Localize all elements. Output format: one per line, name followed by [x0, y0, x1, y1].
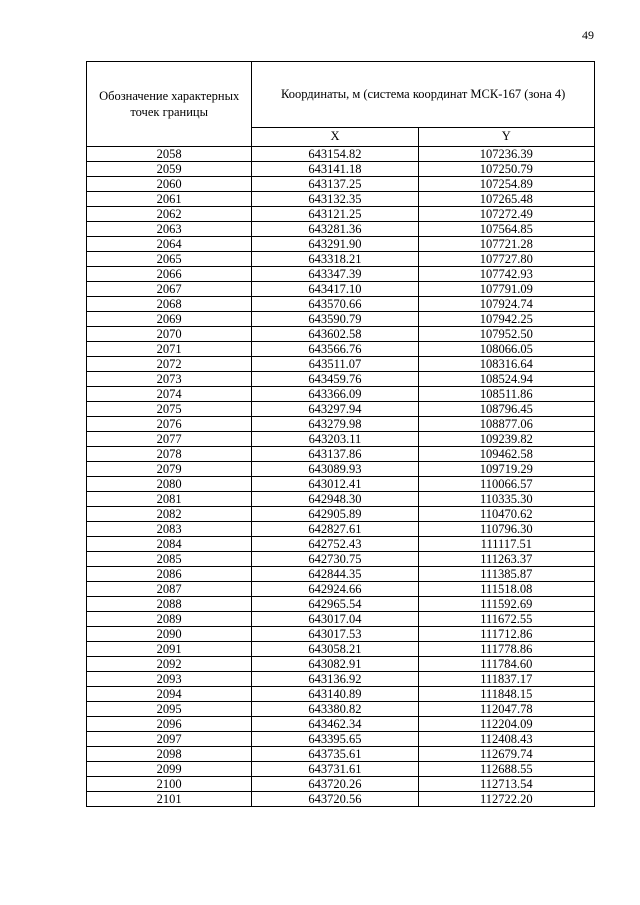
- x-cell: 643012.41: [252, 477, 418, 492]
- point-id-cell: 2101: [87, 792, 252, 807]
- table-row: [87, 717, 595, 732]
- x-cell: 643089.93: [252, 462, 418, 477]
- point-id-cell: 2074: [87, 387, 252, 402]
- table-body: [87, 147, 595, 807]
- x-cell: 643132.35: [252, 192, 418, 207]
- point-id-cell: 2095: [87, 702, 252, 717]
- table-row: [87, 732, 595, 747]
- table-row: [87, 492, 595, 507]
- y-cell: 110066.57: [418, 477, 594, 492]
- y-cell: 110470.62: [418, 507, 594, 522]
- point-id-cell: 2058: [87, 147, 252, 162]
- point-id-cell: 2093: [87, 672, 252, 687]
- y-cell: 107721.28: [418, 237, 594, 252]
- table-row: [87, 207, 595, 222]
- point-id-cell: 2070: [87, 327, 252, 342]
- y-cell: 111848.15: [418, 687, 594, 702]
- point-id-cell: 2073: [87, 372, 252, 387]
- y-cell: 111518.08: [418, 582, 594, 597]
- header-point-label: Обозначение характерных точек границы: [87, 62, 252, 147]
- table-row: [87, 282, 595, 297]
- x-cell: 643566.76: [252, 342, 418, 357]
- table-row: [87, 177, 595, 192]
- x-cell: 643395.65: [252, 732, 418, 747]
- point-id-cell: 2100: [87, 777, 252, 792]
- x-cell: 643297.94: [252, 402, 418, 417]
- table-row: [87, 387, 595, 402]
- point-id-cell: 2062: [87, 207, 252, 222]
- x-cell: 643459.76: [252, 372, 418, 387]
- x-cell: 643590.79: [252, 312, 418, 327]
- x-cell: 643380.82: [252, 702, 418, 717]
- y-cell: 110335.30: [418, 492, 594, 507]
- table-header: [87, 62, 595, 147]
- x-cell: 642905.89: [252, 507, 418, 522]
- y-cell: 107942.25: [418, 312, 594, 327]
- y-cell: 112047.78: [418, 702, 594, 717]
- y-cell: 108524.94: [418, 372, 594, 387]
- table-row: [87, 327, 595, 342]
- x-cell: 642730.75: [252, 552, 418, 567]
- y-cell: 107265.48: [418, 192, 594, 207]
- y-cell: 111672.55: [418, 612, 594, 627]
- table-row: [87, 162, 595, 177]
- x-cell: 643318.21: [252, 252, 418, 267]
- header-y: Y: [418, 127, 594, 146]
- y-cell: 112688.55: [418, 762, 594, 777]
- x-cell: 642752.43: [252, 537, 418, 552]
- point-id-cell: 2078: [87, 447, 252, 462]
- y-cell: 107236.39: [418, 147, 594, 162]
- point-id-cell: 2098: [87, 747, 252, 762]
- y-cell: 108066.05: [418, 342, 594, 357]
- header-coordinates: Координаты, м (система координат МСК-167 (зона 4): [252, 62, 595, 128]
- point-id-cell: 2079: [87, 462, 252, 477]
- y-cell: 111385.87: [418, 567, 594, 582]
- table-row: [87, 192, 595, 207]
- x-cell: 643017.53: [252, 627, 418, 642]
- x-cell: 643366.09: [252, 387, 418, 402]
- point-id-cell: 2080: [87, 477, 252, 492]
- y-cell: 107564.85: [418, 222, 594, 237]
- x-cell: 643602.58: [252, 327, 418, 342]
- x-cell: 643203.11: [252, 432, 418, 447]
- x-cell: 643347.39: [252, 267, 418, 282]
- x-cell: 642965.54: [252, 597, 418, 612]
- x-cell: 643720.26: [252, 777, 418, 792]
- table-row: [87, 432, 595, 447]
- x-cell: 643137.86: [252, 447, 418, 462]
- point-id-cell: 2086: [87, 567, 252, 582]
- x-cell: 643720.56: [252, 792, 418, 807]
- x-cell: 643121.25: [252, 207, 418, 222]
- x-cell: 643154.82: [252, 147, 418, 162]
- table-row: [87, 597, 595, 612]
- y-cell: 111784.60: [418, 657, 594, 672]
- y-cell: 110796.30: [418, 522, 594, 537]
- x-cell: 642924.66: [252, 582, 418, 597]
- point-id-cell: 2096: [87, 717, 252, 732]
- x-cell: 643082.91: [252, 657, 418, 672]
- x-cell: 642948.30: [252, 492, 418, 507]
- table-row: [87, 627, 595, 642]
- y-cell: 107254.89: [418, 177, 594, 192]
- x-cell: 643570.66: [252, 297, 418, 312]
- point-id-cell: 2094: [87, 687, 252, 702]
- table-row: [87, 552, 595, 567]
- x-cell: 643136.92: [252, 672, 418, 687]
- y-cell: 107924.74: [418, 297, 594, 312]
- point-id-cell: 2097: [87, 732, 252, 747]
- y-cell: 107791.09: [418, 282, 594, 297]
- table-row: [87, 312, 595, 327]
- point-id-cell: 2085: [87, 552, 252, 567]
- x-cell: 643140.89: [252, 687, 418, 702]
- y-cell: 108796.45: [418, 402, 594, 417]
- x-cell: 643017.04: [252, 612, 418, 627]
- table-row: [87, 447, 595, 462]
- table-row: [87, 477, 595, 492]
- table-row: [87, 582, 595, 597]
- y-cell: 109719.29: [418, 462, 594, 477]
- table-row: [87, 267, 595, 282]
- point-id-cell: 2084: [87, 537, 252, 552]
- y-cell: 112713.54: [418, 777, 594, 792]
- point-id-cell: 2071: [87, 342, 252, 357]
- x-cell: 643735.61: [252, 747, 418, 762]
- y-cell: 108511.86: [418, 387, 594, 402]
- coordinates-table: [86, 61, 595, 807]
- x-cell: 643291.90: [252, 237, 418, 252]
- point-id-cell: 2072: [87, 357, 252, 372]
- table-row: [87, 702, 595, 717]
- point-id-cell: 2082: [87, 507, 252, 522]
- point-id-cell: 2065: [87, 252, 252, 267]
- table-row: [87, 687, 595, 702]
- y-cell: 111712.86: [418, 627, 594, 642]
- x-cell: 643279.98: [252, 417, 418, 432]
- y-cell: 108316.64: [418, 357, 594, 372]
- table-row: [87, 642, 595, 657]
- table-row: [87, 537, 595, 552]
- table-row: [87, 372, 595, 387]
- x-cell: 643731.61: [252, 762, 418, 777]
- point-id-cell: 2061: [87, 192, 252, 207]
- x-cell: 643417.10: [252, 282, 418, 297]
- x-cell: 643511.07: [252, 357, 418, 372]
- table-row: [87, 297, 595, 312]
- y-cell: 107952.50: [418, 327, 594, 342]
- point-id-cell: 2068: [87, 297, 252, 312]
- point-id-cell: 2076: [87, 417, 252, 432]
- y-cell: 109462.58: [418, 447, 594, 462]
- table-row: [87, 462, 595, 477]
- table-row: [87, 402, 595, 417]
- point-id-cell: 2059: [87, 162, 252, 177]
- table-row: [87, 612, 595, 627]
- point-id-cell: 2081: [87, 492, 252, 507]
- y-cell: 111592.69: [418, 597, 594, 612]
- table-row: [87, 522, 595, 537]
- table-row: [87, 417, 595, 432]
- y-cell: 107727.80: [418, 252, 594, 267]
- y-cell: 109239.82: [418, 432, 594, 447]
- table-row: [87, 747, 595, 762]
- y-cell: 111778.86: [418, 642, 594, 657]
- point-id-cell: 2092: [87, 657, 252, 672]
- table-row: [87, 657, 595, 672]
- point-id-cell: 2075: [87, 402, 252, 417]
- table-row: [87, 342, 595, 357]
- x-cell: 643462.34: [252, 717, 418, 732]
- point-id-cell: 2091: [87, 642, 252, 657]
- header-x: X: [252, 127, 418, 146]
- y-cell: 111117.51: [418, 537, 594, 552]
- point-id-cell: 2069: [87, 312, 252, 327]
- table-row: [87, 357, 595, 372]
- x-cell: 643281.36: [252, 222, 418, 237]
- y-cell: 112679.74: [418, 747, 594, 762]
- table-row: [87, 147, 595, 162]
- table-row: [87, 567, 595, 582]
- table-row: [87, 237, 595, 252]
- table-row: [87, 252, 595, 267]
- x-cell: 643141.18: [252, 162, 418, 177]
- table-row: [87, 777, 595, 792]
- y-cell: 112204.09: [418, 717, 594, 732]
- point-id-cell: 2067: [87, 282, 252, 297]
- y-cell: 108877.06: [418, 417, 594, 432]
- table-row: [87, 507, 595, 522]
- point-id-cell: 2090: [87, 627, 252, 642]
- table-row: [87, 222, 595, 237]
- y-cell: 107742.93: [418, 267, 594, 282]
- point-id-cell: 2066: [87, 267, 252, 282]
- point-id-cell: 2077: [87, 432, 252, 447]
- x-cell: 642844.35: [252, 567, 418, 582]
- point-id-cell: 2063: [87, 222, 252, 237]
- y-cell: 111263.37: [418, 552, 594, 567]
- point-id-cell: 2083: [87, 522, 252, 537]
- y-cell: 111837.17: [418, 672, 594, 687]
- x-cell: 642827.61: [252, 522, 418, 537]
- page-number: 49: [582, 28, 594, 42]
- y-cell: 107272.49: [418, 207, 594, 222]
- point-id-cell: 2060: [87, 177, 252, 192]
- table-row: [87, 762, 595, 777]
- y-cell: 112722.20: [418, 792, 594, 807]
- y-cell: 112408.43: [418, 732, 594, 747]
- point-id-cell: 2087: [87, 582, 252, 597]
- y-cell: 107250.79: [418, 162, 594, 177]
- point-id-cell: 2064: [87, 237, 252, 252]
- point-id-cell: 2089: [87, 612, 252, 627]
- point-id-cell: 2099: [87, 762, 252, 777]
- table-row: [87, 792, 595, 807]
- x-cell: 643058.21: [252, 642, 418, 657]
- table-row: [87, 672, 595, 687]
- x-cell: 643137.25: [252, 177, 418, 192]
- point-id-cell: 2088: [87, 597, 252, 612]
